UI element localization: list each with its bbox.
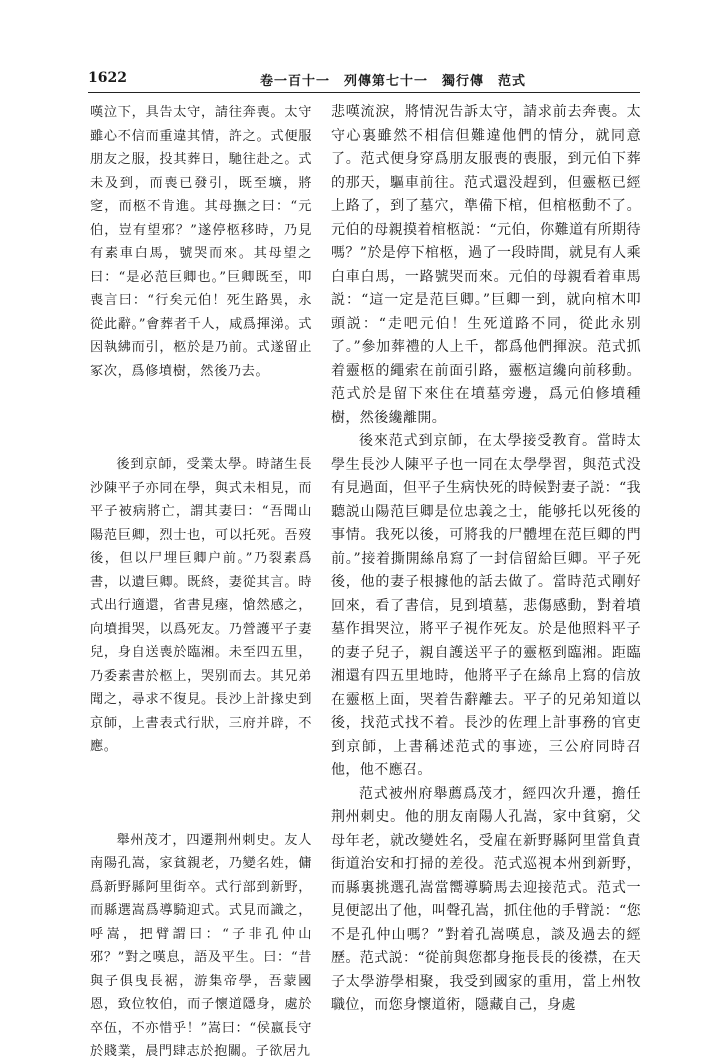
classical-paragraph-3: 舉州茂才，四遷荆州刺史。友人南陽孔嵩，家貧親老，乃變名姓，傭爲新野縣阿里街卒。式行部到新野，而縣選嵩爲導騎迎式。式見而識之，呼嵩，把臂謂曰：“子非孔仲山邪？”對之嘆息，語及平生。曰：“昔與子俱曳長裾，游集帝學，吾蒙國恩，致位牧伯，而子懷道隱身，處於卒伍，不亦惜乎！”嵩曰：“侯嬴長守於賤業，晨門肆志於抱關。子欲居九 (90, 832, 312, 1059)
classical-paragraph-1: 嘆泣下，具告太守，請往奔喪。太守雖心不信而重違其情，許之。式便服朋友之服，投其葬日，馳往赴之。式未及到，而喪已發引，既至壙，將窆，而柩不肯進。其母撫之曰：“元伯，豈有望邪？”遂停柩移時，乃見有素車白馬，號哭而來。其母望之曰：“是必范巨卿也。”巨卿既至，叩喪言曰：“行矣元伯！死生路異，永從此辭。”會葬者千人，咸爲揮涕。式因執紼而引，柩於是乃前。式遂留止冢次，爲修墳樹，然後乃去。 (90, 105, 312, 379)
running-head: 卷一百十一 列傳第七十一 獨行傳 范式 (260, 74, 527, 89)
classical-text-column (90, 101, 312, 1064)
modern-paragraph-2: 後來范式到京師，在太學接受教育。當時太學生長沙人陳平子也一同在太學學習，與范式没有見過面，但平子生病快死的時候對妻子説：“我聽説山陽范巨卿是位忠義之士，能够托以死後的事情。我死以後，可將我的尸體埋在范巨卿的門前。”接着撕開絲帛寫了一封信留給巨卿。平子死後，他的妻子根據他的話去做了。當時范式剛好回來，看了書信，見到墳墓，悲傷感動，對着墳墓作揖哭泣，將平子視作死友。於是他照料平子的妻子兒子，親自護送平子的靈柩到臨湘。距臨湘還有四五里地時，他將平子在絲帛上寫的信放在靈柩上面，哭着告辭離去。平子的兄弟知道以後，找范式找不着。長沙的佐理上計事務的官吏到京師，上書稱述范式的事迹，三公府同時召他，他不應召。 (331, 433, 641, 778)
paragraph-gap (90, 759, 312, 829)
modern-paragraph-3: 范式被州府舉薦爲茂才，經四次升遷，擔任荆州刺史。他的朋友南陽人孔嵩，家中貧窮，父母年老，就改變姓名，受雇在新野縣阿里當負責街道治安和打掃的差役。范式巡視本州到新野，而縣裏挑選孔嵩當嚮導騎馬去迎接范式。范式一見便認出了他，叫聲孔嵩，抓住他的手臂説：“您不是孔仲山嗎？”對着孔嵩嘆息，談及過去的經歷。范式説：“從前與您都身拖長長的後襟，在天子太學游學相聚，我受到國家的重用，當上州牧職位，而您身懷道術，隱藏自己，身處 (331, 785, 641, 1013)
header-rule (88, 92, 640, 93)
paragraph-gap (90, 383, 312, 453)
page-header (88, 70, 640, 90)
classical-paragraph-2: 後到京師，受業太學。時諸生長沙陳平子亦同在學，與式未相見，而平子被病將亡，謂其妻曰：“吾聞山陽范巨卿，烈士也，可以托死。吾歿後，但以尸埋巨卿户前。”乃裂素爲書，以遺巨卿。既終，妻從其言。時式出行適還，省書見瘞，愴然感之，向墳揖哭，以爲死友。乃營護平子妻兒，身自送喪於臨湘。未至四五里，乃委素書於柩上，哭别而去。其兄弟聞之，尋求不復見。長沙上計掾史到京師，上書表式行狀，三府并辟，不應。 (90, 457, 312, 754)
modern-paragraph-1: 悲嘆流淚，將情況告訴太守，請求前去奔喪。太守心裏雖然不相信但難違他們的情分，就同意了。范式便身穿爲朋友服喪的喪服，到元伯下葬的那天，驅車前往。范式還没趕到，但靈柩已經上路了，到了墓穴，準備下棺，但棺柩動不了。元伯的母親摸着棺柩説：“元伯，你難道有所期待嗎？”於是停下棺柩，過了一段時間，就見有人乘白車白馬，一路號哭而來。元伯的母親看着車馬説：“這一定是范巨卿。”巨卿一到，就向棺木叩頭説：“走吧元伯！生死道路不同，從此永别了。”參加葬禮的人上千，都爲他們揮淚。范式抓着靈柩的繩索在前面引路，靈柩這纔向前移動。范式於是留下來住在墳墓旁邊，爲元伯修墳種樹，然後纔離開。 (331, 104, 641, 426)
page-number: 1622 (88, 70, 127, 86)
modern-translation-column (331, 101, 641, 1018)
